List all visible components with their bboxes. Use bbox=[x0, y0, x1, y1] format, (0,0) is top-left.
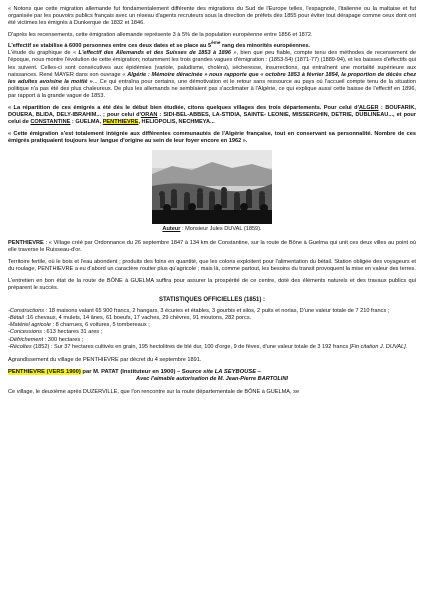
stat-betail: -Bétail :16 chevaux, 4 mulets, 14 ânes, 61 boeufs, 17 vaches, 29 chèvres, 91 moutons, 282 porcs. bbox=[8, 315, 252, 322]
paragraph-7: PENTHIEVRE : « Village créé par Ordonnance du 26 septembre 1847 à 134 km de Constantine, sur la route de Bône à Guelma qui unit ces deux villes au point où elle traverse le Ruisseau-d'or. bbox=[8, 239, 416, 253]
paragraph-1: « Notons que cette migration allemande fut fondamentalement différente des migrations du Sud de l'Europe telles, l'espagnole, l'italienne ou la maltaise et fut organisée par les pouvoirs publics français avec un réseau d'agents recruteurs sous la direction de préfets dès 1855 pour éviter tout dérapage comme ceux dont ont été victimes les émigrés à Dunkerque de 1832 et 1846. bbox=[8, 6, 416, 27]
engraving-illustration bbox=[152, 150, 272, 224]
paragraph-5: « La répartition de ces émigrés a été dès le début bien étudiée, citons quelques villages des trois départements. Pour celui d'ALGER : BOUFARIK, DOUERA, BLIDA, DELY-IBRAHIM... ; pour celui d'ORAN : SIDI-BEL-ABBES, LA-STIDIA, SAINTE- LEONIE, MISSERGHIN, DETRIE, DUBLINEAU..., et pour celui de CONSTANTINE : GUELMA, PENTHIEVRE, HELIOPOLIS, NECHMEYA... bbox=[8, 104, 416, 126]
paragraph-4: L'étude du graphique de « L'effectif des Allemands et des Suisses de 1853 à 1896 », bien que peu fiable, compte tenu des méthodes de recensement de l'époque, nous montre l'évolution de cette émigration; notamment les trois grandes vagues d'émigration : (1853-54) (1871-77) (1889-94), et les baisses d'effectifs qui les suivent. Celles-ci sont consécutives aux épidémies (variole, paludisme, choléra), sécheresse, insurrections, qui entraînent une mortalité supérieure aux naissances. René MAYER dans son ouvrage « Algérie : Mémoire déracinée » nous rapporte que « octobre 1853 à février 1854, la proportion de décès chez les adultes avoisine la moitié »... Ce qui entraîna pour certains, une démotivation et le retour sans ressource au pays où l'accueil compte tenu de la situation politique n'a pas été des plus chaleureux. De plus les allemands ne semblaient pas s'acclimater à l'Algérie, ce qui explique aussi cette baisse de l'effectif en 1896, par rapport à la grande vague de 1853. bbox=[8, 50, 416, 99]
paragraph-10: Agrandissement du village de PENTHIEVRE par décret du 4 septembre 1891. bbox=[8, 356, 202, 363]
crowd-engraving-icon bbox=[152, 150, 272, 224]
stat-recoltes: -Récoltes (1852) : Sur 37 hectares cultivés en grain, 195 hectolitres de blé dur, 100 d'orge, 9 de fèves, d'une valeur totale de 3 192 francs [Fin citation J. DUVAL]. bbox=[8, 343, 408, 350]
source-line: PENTHIEVRE (VERS 1900) par M. PATAT (Instituteur en 1900) – Source site LA SEYBOUSE – bbox=[8, 368, 261, 375]
stat-constructions: -Constructions : 18 maisons valant 65 900 francs, 2 hangars, 3 écuries et étables, 3 gourbis et silos, 2 puits et norias, D'une valeur totale de 7 210 francs ; bbox=[8, 308, 390, 315]
source-permission: Avec l'aimable autorisation de M. Jean-Pierre BARTOLINI bbox=[136, 375, 288, 382]
paragraph-6: « Cette émigration s'est totalement intégrée aux différentes communautés de l'Algérie française, tout en conservant sa personnalité. Nombre de ces émigrés pratiquaient toujours leur langue d'origine au sein de leur foyer encore en 1962 ». bbox=[8, 131, 416, 145]
stats-title: STATISTIQUES OFFICIELLES (1851) : bbox=[158, 297, 266, 304]
paragraph-3: L'effectif se stabilise à 6000 personnes entre ces deux dates et se place au 5ème rang des minorités européennes. bbox=[8, 40, 310, 50]
paragraph-2: D'après les recensements, cette émigration allemande représente 3 à 5% de la population européenne entre 1856 et 1872. bbox=[8, 32, 313, 39]
stat-defrichement: -Défrichement : 300 hectares ; bbox=[8, 336, 84, 343]
stats-list bbox=[8, 308, 416, 351]
paragraph-9: L'entretien en bon état de la route de BÔNE à GUELMA suffira pour assurer la prospérité de ce centre, doté des éléments naturels et des travaux publics qui préparent le succès. bbox=[8, 277, 416, 292]
illustration-caption: Auteur : Monsieur Jules DUVAL (1859). bbox=[162, 226, 262, 233]
paragraph-8: Territoire fertile, où le bois et l'eau abondent ; produits des foins en quantité, que les colons exploitent pour l'alimentation du bétail. Station obligée des voyageurs et du roulage, PENTHIEVRE a eu d'abord un caractère routier plus qu'agricole ; mais là, comme partout, les besoins du transit provoquent la mise en valeur des terres. bbox=[8, 258, 416, 272]
stat-materiel: -Matériel agricole : 8 charrues, 6 voitures, 5 tombereaux ; bbox=[8, 322, 150, 329]
stat-concessions: -Concessions : 613 hectares 31 ares ; bbox=[8, 329, 103, 336]
document-page bbox=[8, 6, 416, 401]
paragraph-11: Ce village, le deuxième après DUZERVILLE, que l'on rencontre sur la route départementale de BÔNE à GUELMA, se bbox=[8, 389, 300, 396]
